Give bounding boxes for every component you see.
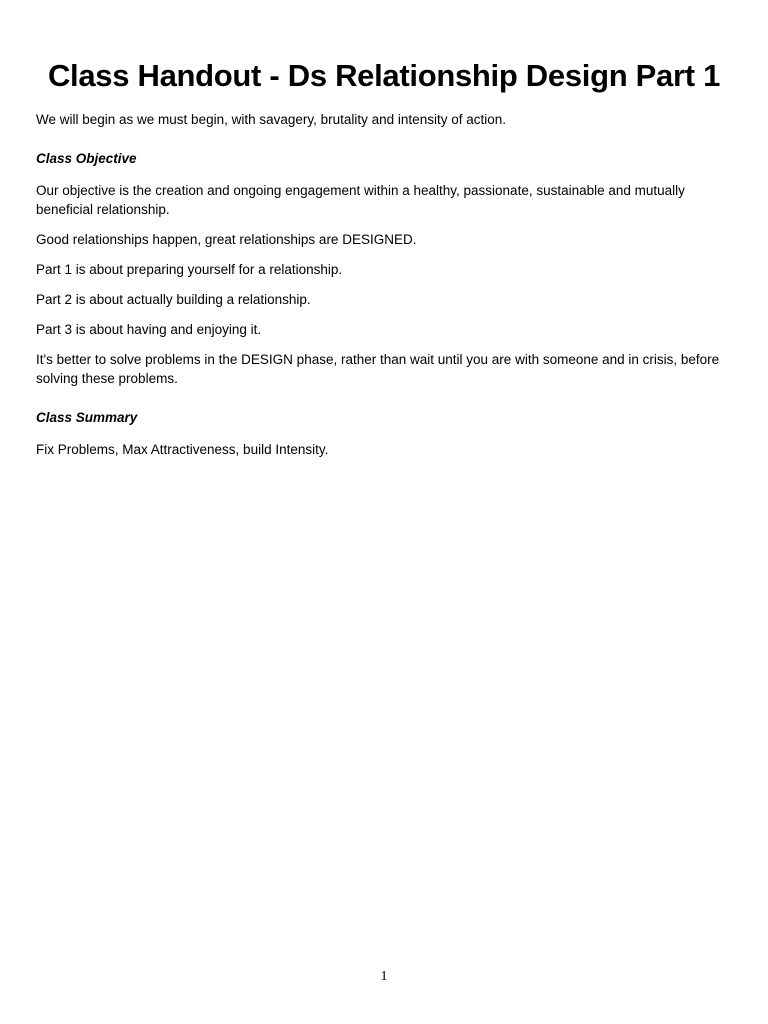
objective-paragraph: Part 1 is about preparing yourself for a relationship. (36, 262, 343, 277)
objective-paragraph: It's better to solve problems in the DESIGN phase, rather than wait until you are with someone and in crisis, before solving these problems. (36, 352, 720, 386)
intro-paragraph: We will begin as we must begin, with savagery, brutality and intensity of action. (36, 112, 506, 127)
page-number: 1 (380, 969, 388, 984)
page-title: Class Handout - Ds Relationship Design Part 1 (47, 58, 721, 93)
objective-paragraph: Part 3 is about having and enjoying it. (36, 322, 262, 337)
summary-paragraph: Fix Problems, Max Attractiveness, build Intensity. (36, 442, 329, 457)
objective-paragraph: Our objective is the creation and ongoing engagement within a healthy, passionate, sustainable and mutually beneficial relationship. (36, 183, 685, 217)
objective-paragraph: Part 2 is about actually building a relationship. (36, 292, 311, 307)
objective-paragraph: Good relationships happen, great relationships are DESIGNED. (36, 232, 417, 247)
class-summary-heading: Class Summary (36, 410, 138, 425)
document-body (36, 110, 726, 470)
class-objective-heading: Class Objective (36, 151, 137, 166)
